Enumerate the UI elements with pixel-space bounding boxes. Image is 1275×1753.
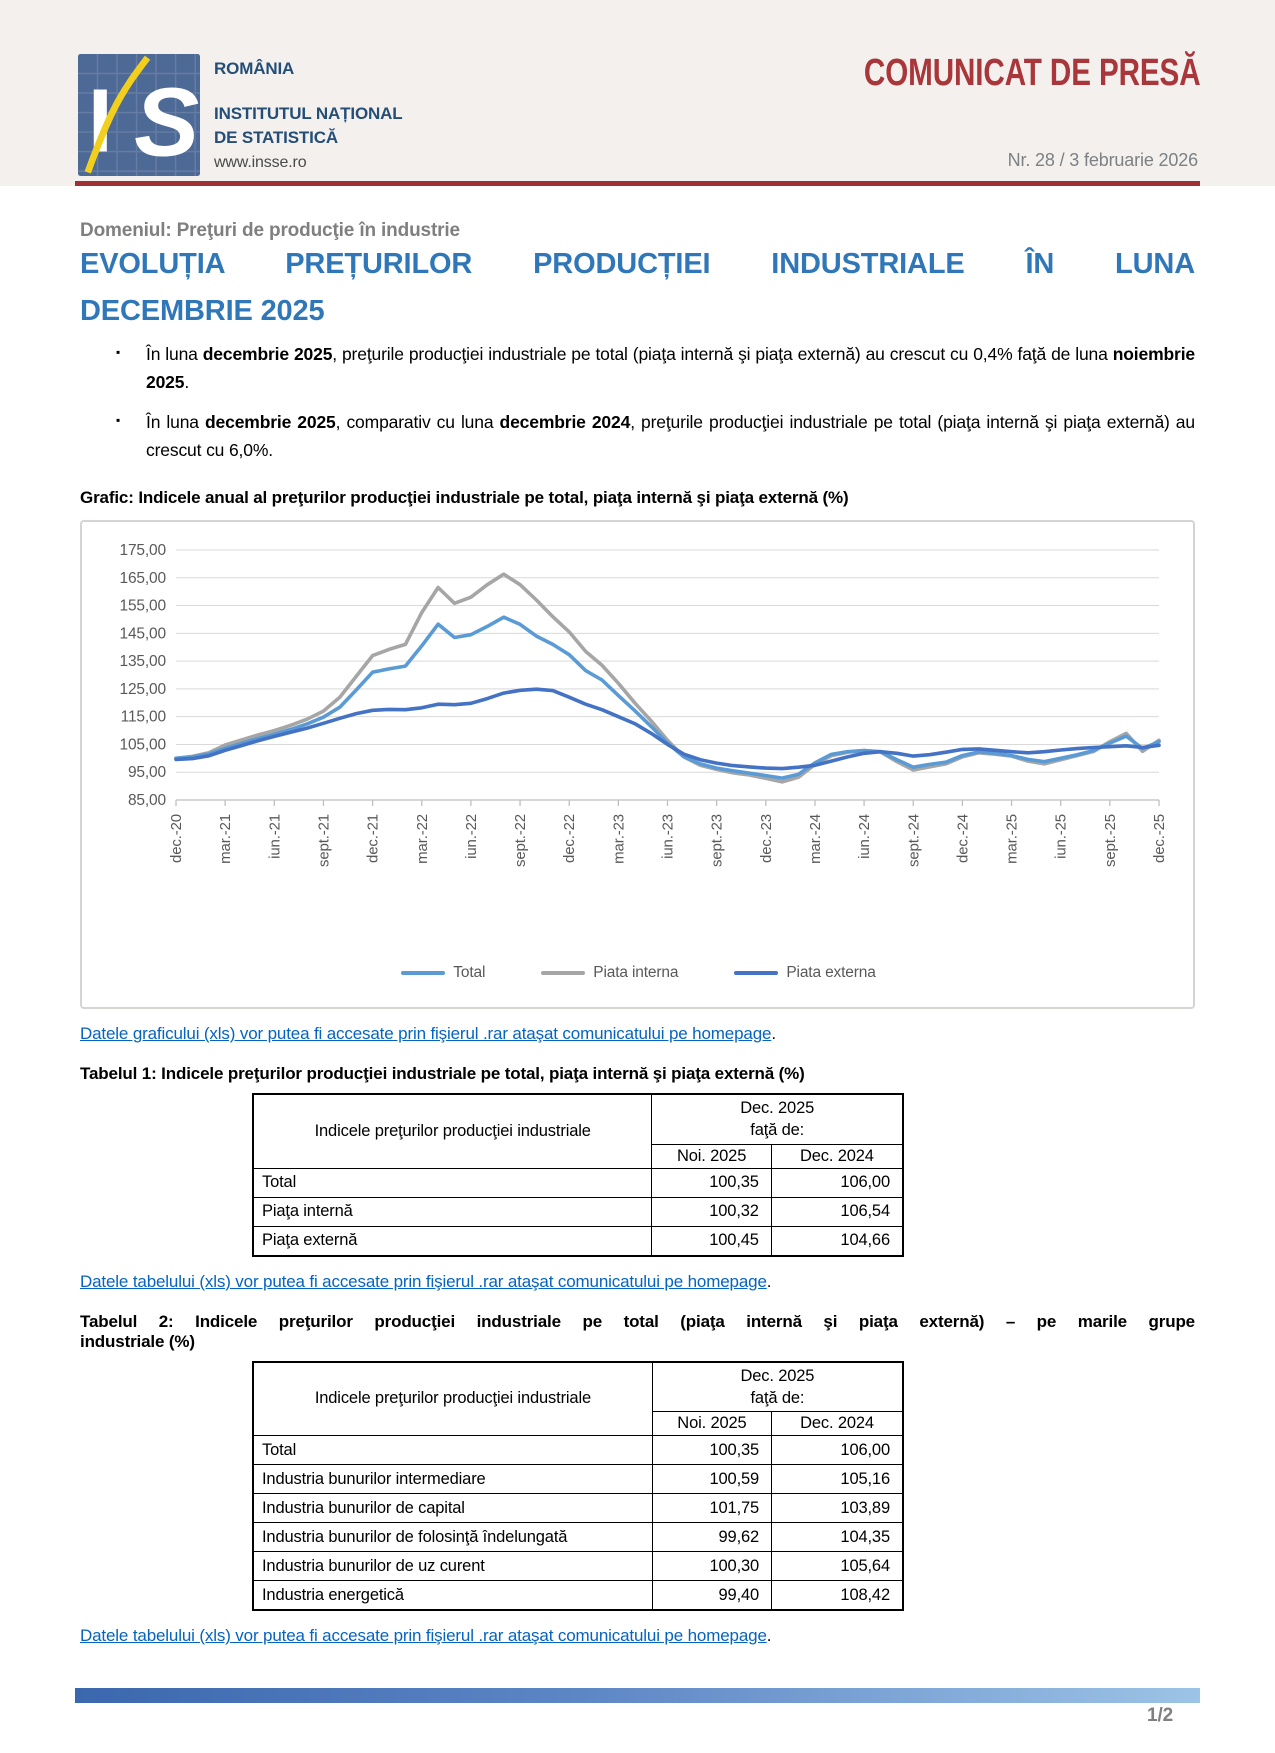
table-row bbox=[253, 1168, 903, 1197]
svg-text:iun.-25: iun.-25 bbox=[1052, 813, 1070, 859]
svg-text:dec.-21: dec.-21 bbox=[364, 814, 382, 863]
chart-legend bbox=[84, 964, 1193, 982]
institute-name-line2: DE STATISTICĂ bbox=[214, 128, 338, 147]
table-header-row bbox=[253, 1362, 903, 1412]
table-row bbox=[253, 1523, 903, 1552]
chart-plot bbox=[84, 530, 1189, 886]
logo-letter-s: S bbox=[134, 67, 200, 176]
svg-text:155,00: 155,00 bbox=[119, 597, 166, 615]
row-label: Piaţa internă bbox=[253, 1197, 652, 1226]
value-cell: 106,54 bbox=[771, 1197, 903, 1226]
page-title-line2: DECEMBRIE 2025 bbox=[80, 295, 325, 327]
svg-text:145,00: 145,00 bbox=[119, 625, 166, 643]
svg-text:mar.-21: mar.-21 bbox=[217, 814, 235, 864]
svg-text:dec.-24: dec.-24 bbox=[954, 814, 972, 863]
table-data-link-row bbox=[80, 1272, 1195, 1292]
document-body bbox=[0, 220, 1275, 1646]
column-header-span bbox=[652, 1094, 903, 1144]
column-header: Dec. 2024 bbox=[771, 1144, 903, 1168]
svg-text:165,00: 165,00 bbox=[119, 569, 166, 587]
value-cell: 106,00 bbox=[771, 1168, 903, 1197]
legend-item bbox=[734, 964, 875, 982]
svg-text:mar.-25: mar.-25 bbox=[1003, 814, 1021, 864]
institute-name-line1: INSTITUTUL NAȚIONAL bbox=[214, 104, 403, 123]
release-number-date: Nr. 28 / 3 februarie 2026 bbox=[1007, 150, 1198, 170]
value-cell: 104,66 bbox=[771, 1226, 903, 1256]
chart-data-link[interactable]: Datele graficului (xls) vor putea fi accesate prin fişierul .rar ataşat comunicatului pe homepage bbox=[80, 1024, 772, 1043]
chart-caption: Grafic: Indicele anual al preţurilor producţiei industriale pe total, piaţa internă şi piaţa externă (%) bbox=[80, 488, 849, 507]
column-header: Indicele preţurilor producţiei industriale bbox=[253, 1362, 652, 1436]
value-cell: 99,62 bbox=[652, 1523, 771, 1552]
value-cell: 100,32 bbox=[652, 1197, 771, 1226]
page-header bbox=[0, 0, 1275, 186]
row-label: Total bbox=[253, 1436, 652, 1465]
value-cell: 105,16 bbox=[772, 1465, 903, 1494]
svg-text:iun.-21: iun.-21 bbox=[266, 814, 284, 859]
svg-text:115,00: 115,00 bbox=[120, 708, 166, 726]
header-divider bbox=[75, 181, 1200, 186]
column-header: Indicele preţurilor producţiei industriale bbox=[253, 1094, 652, 1168]
summary-bullets bbox=[80, 340, 1195, 464]
bullet-icon: ▪ bbox=[116, 413, 121, 427]
page-number: 1/2 bbox=[1147, 1705, 1173, 1726]
span-line1: Dec. 2025 bbox=[740, 1099, 815, 1117]
svg-text:105,00: 105,00 bbox=[119, 736, 166, 754]
table-row bbox=[253, 1226, 903, 1256]
table-row bbox=[253, 1465, 903, 1494]
legend-label: Total bbox=[453, 964, 486, 981]
column-header-span bbox=[652, 1362, 903, 1412]
bullet-icon: ▪ bbox=[116, 345, 121, 359]
table-data-link-row bbox=[80, 1626, 1195, 1646]
ins-logo-icon bbox=[78, 54, 200, 176]
value-cell: 100,30 bbox=[652, 1552, 771, 1581]
table-row bbox=[253, 1197, 903, 1226]
svg-text:dec.-23: dec.-23 bbox=[757, 814, 775, 863]
row-label: Total bbox=[253, 1168, 652, 1197]
press-release-title: COMUNICAT DE PRESĂ bbox=[863, 52, 1200, 94]
svg-text:dec.-22: dec.-22 bbox=[561, 814, 579, 863]
table2-caption bbox=[80, 1312, 1195, 1352]
logo-letter-i: I bbox=[87, 70, 113, 172]
column-header: Noi. 2025 bbox=[652, 1144, 771, 1168]
row-label: Piaţa externă bbox=[253, 1226, 652, 1256]
svg-text:mar.-23: mar.-23 bbox=[610, 814, 628, 864]
row-label: Industria bunurilor de uz curent bbox=[253, 1552, 652, 1581]
table-row bbox=[253, 1581, 903, 1611]
legend-item bbox=[541, 964, 678, 982]
svg-text:125,00: 125,00 bbox=[119, 680, 166, 698]
table-header-row bbox=[253, 1094, 903, 1144]
span-line2: faţă de: bbox=[750, 1388, 805, 1407]
table-data-link[interactable]: Datele tabelului (xls) vor putea fi accesate prin fişierul .rar ataşat comunicatului pe homepage bbox=[80, 1271, 767, 1291]
chart-data-link-row bbox=[80, 1024, 1195, 1044]
website-label: www.insse.ro bbox=[214, 154, 307, 171]
value-cell: 104,35 bbox=[772, 1523, 903, 1552]
value-cell: 101,75 bbox=[652, 1494, 771, 1523]
page-title-line1: EVOLUȚIA PREȚURILOR PRODUCȚIEI INDUSTRIALE ÎN LUNA bbox=[80, 248, 1195, 280]
row-label: Industria bunurilor de folosinţă îndelungată bbox=[253, 1523, 652, 1552]
value-cell: 100,59 bbox=[652, 1465, 771, 1494]
svg-text:iun.-22: iun.-22 bbox=[462, 814, 480, 859]
ins-logo-block bbox=[78, 54, 403, 176]
column-header: Noi. 2025 bbox=[652, 1412, 771, 1436]
bullet-text: În luna decembrie 2025, preţurile producţiei industriale pe total (piaţa internă şi piaţa externă) au crescut cu 0,4% faţă de luna noiembrie 2025. bbox=[146, 344, 1195, 392]
link-period: . bbox=[766, 1271, 772, 1291]
value-cell: 105,64 bbox=[772, 1552, 903, 1581]
bullet-item bbox=[80, 340, 1195, 396]
table-row bbox=[253, 1552, 903, 1581]
svg-text:85,00: 85,00 bbox=[127, 792, 166, 809]
table1-caption: Tabelul 1: Indicele preţurilor producţiei industriale pe total, piaţa internă şi piaţa externă (%) bbox=[80, 1064, 805, 1083]
table2 bbox=[252, 1361, 904, 1612]
legend-line-swatch bbox=[734, 971, 778, 975]
legend-line-swatch bbox=[401, 971, 445, 975]
table-row bbox=[253, 1494, 903, 1523]
svg-text:dec.-25: dec.-25 bbox=[1151, 814, 1168, 863]
country-label: ROMÂNIA bbox=[214, 59, 295, 78]
svg-text:iun.-24: iun.-24 bbox=[856, 814, 874, 859]
row-label: Industria bunurilor de capital bbox=[253, 1494, 652, 1523]
svg-text:dec.-20: dec.-20 bbox=[168, 814, 185, 863]
svg-text:135,00: 135,00 bbox=[119, 653, 166, 671]
svg-text:mar.-24: mar.-24 bbox=[806, 814, 824, 864]
line-chart bbox=[80, 520, 1195, 1009]
value-cell: 108,42 bbox=[772, 1581, 903, 1611]
footer-bar bbox=[75, 1688, 1200, 1703]
table-row bbox=[253, 1436, 903, 1465]
span-line2: faţă de: bbox=[750, 1121, 805, 1140]
svg-text:sept.-21: sept.-21 bbox=[315, 814, 333, 867]
value-cell: 99,40 bbox=[652, 1581, 771, 1611]
column-header: Dec. 2024 bbox=[772, 1412, 903, 1436]
table-data-link[interactable]: Datele tabelului (xls) vor putea fi accesate prin fişierul .rar ataşat comunicatului pe homepage bbox=[80, 1626, 767, 1646]
svg-text:175,00: 175,00 bbox=[119, 542, 166, 559]
svg-text:sept.-22: sept.-22 bbox=[512, 814, 530, 867]
svg-text:iun.-23: iun.-23 bbox=[659, 814, 677, 859]
value-cell: 100,35 bbox=[652, 1436, 771, 1465]
row-label: Industria bunurilor intermediare bbox=[253, 1465, 652, 1494]
table2-caption-line1: Tabelul 2: Indicele preţurilor producţiei industriale pe total (piaţa internă şi piaţa externă) – pe marile grupe bbox=[80, 1311, 1195, 1331]
legend-line-swatch bbox=[541, 971, 585, 975]
legend-item bbox=[401, 964, 485, 982]
domain-label: Domeniul: Preţuri de producţie în industrie bbox=[80, 220, 460, 241]
svg-text:sept.-23: sept.-23 bbox=[708, 814, 726, 867]
page-title bbox=[80, 248, 1195, 328]
table2-caption-line2: industriale (%) bbox=[80, 1331, 195, 1351]
legend-label: Piata externa bbox=[786, 964, 876, 981]
value-cell: 103,89 bbox=[772, 1494, 903, 1523]
value-cell: 100,35 bbox=[652, 1168, 771, 1197]
svg-text:95,00: 95,00 bbox=[127, 764, 166, 782]
bullet-text: În luna decembrie 2025, comparativ cu luna decembrie 2024, preţurile producţiei industriale pe total (piaţa internă şi piaţa externă) au crescut cu 6,0%. bbox=[146, 412, 1195, 460]
svg-text:sept.-25: sept.-25 bbox=[1101, 814, 1119, 867]
span-line1: Dec. 2025 bbox=[740, 1366, 815, 1385]
svg-text:sept.-24: sept.-24 bbox=[905, 814, 923, 867]
svg-text:mar.-22: mar.-22 bbox=[413, 814, 431, 864]
value-cell: 106,00 bbox=[772, 1436, 903, 1465]
link-period: . bbox=[766, 1626, 772, 1646]
institute-text-block bbox=[214, 54, 403, 176]
legend-label: Piata interna bbox=[593, 964, 679, 981]
table1 bbox=[252, 1093, 904, 1257]
bullet-item bbox=[80, 408, 1195, 464]
row-label: Industria energetică bbox=[253, 1581, 652, 1611]
link-period: . bbox=[771, 1024, 776, 1043]
value-cell: 100,45 bbox=[652, 1226, 771, 1256]
